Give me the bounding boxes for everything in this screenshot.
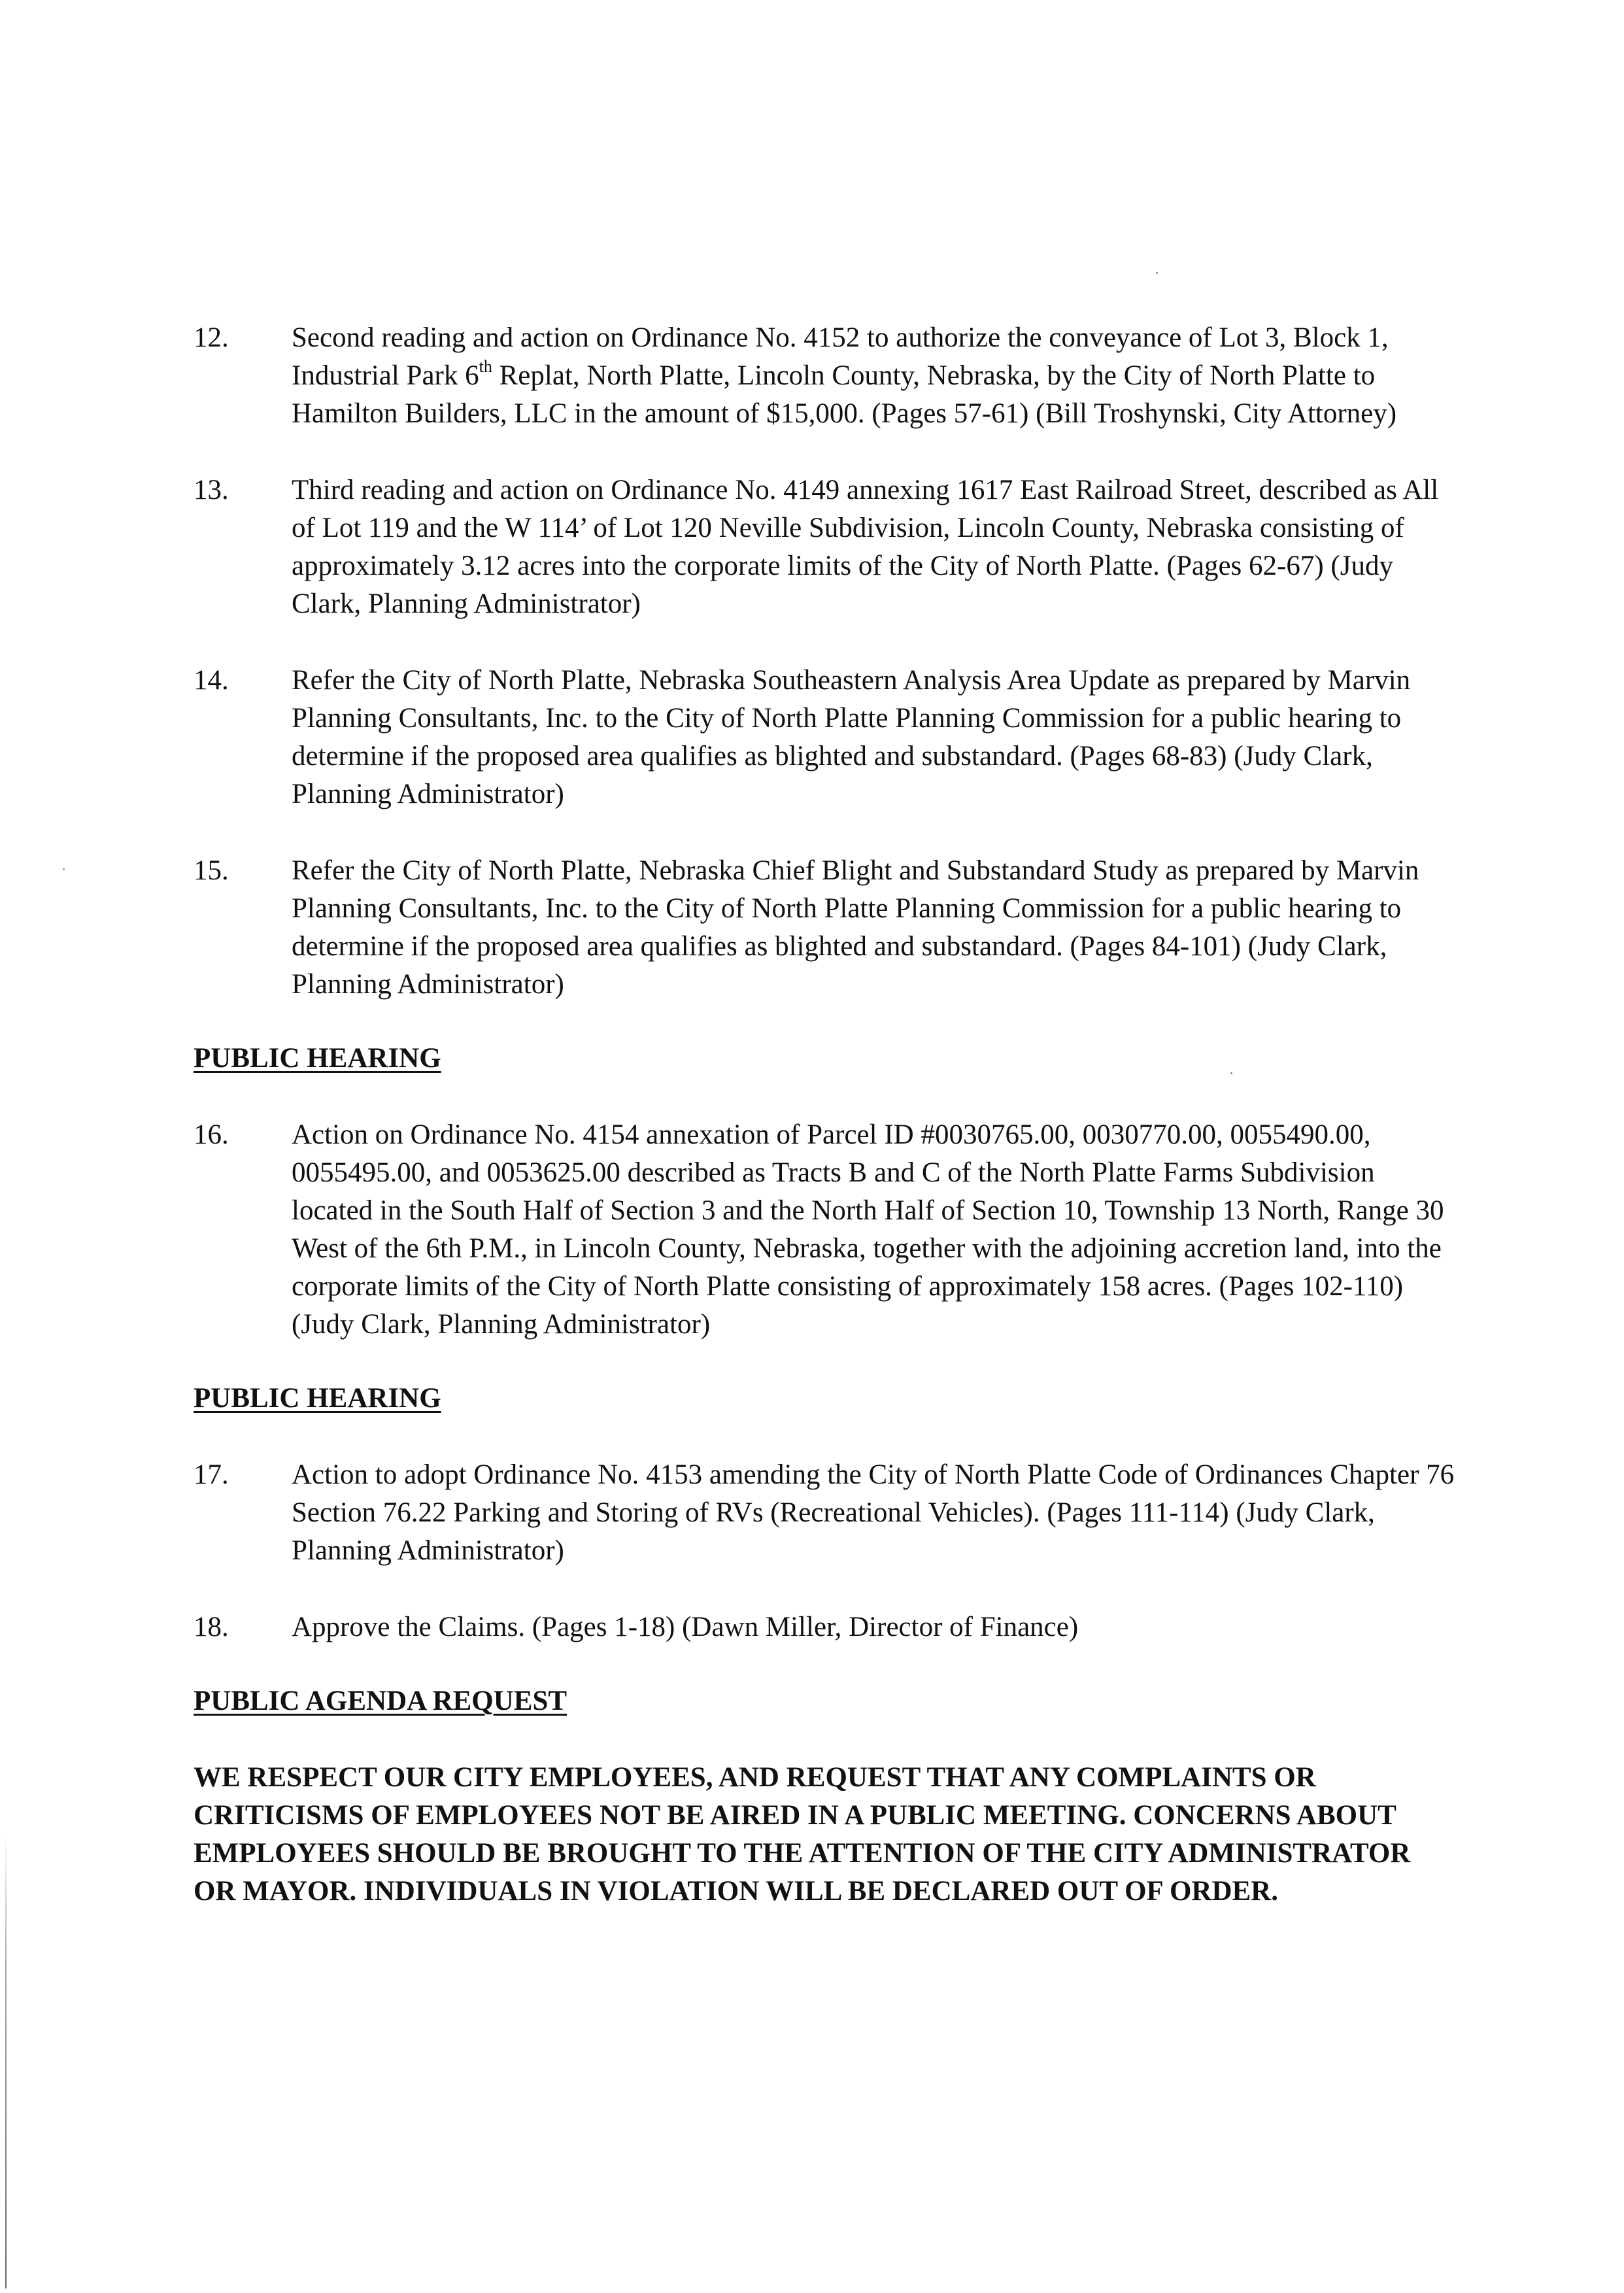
agenda-content: [194, 319, 1455, 1911]
item-number: 12.: [194, 322, 229, 353]
ordinal-superscript: th: [479, 356, 492, 376]
section-heading-public-hearing: PUBLIC HEARING: [194, 1383, 441, 1414]
agenda-item-17: [194, 1456, 1455, 1570]
item-text: Action on Ordinance No. 4154 annexation of Parcel ID #0030765.00, 0030770.00, 0055490.00, 0055495.00, and 0053625.00 described as Tracts B and C of the North Platte Farms Subdivision located in the South Half of Section 3 and the North Half of Section 10, Township 13 North, Range 30 West of the 6th P.M., in Lincoln County, Nebraska, together with the adjoining accretion land, into the corporate limits of the City of North Platte consisting of approximately 158 acres. (Pages 102-110) (Judy Clark, Planning Administrator): [292, 1119, 1444, 1340]
agenda-item-16: [194, 1116, 1455, 1344]
scan-edge-line: [5, 1831, 7, 2288]
item-number: 13.: [194, 475, 229, 505]
item-text-part: Replat, North Platte, Lincoln County, Nebraska, by the City of North Platte to Hamilton Builders, LLC in the amount of $15,000. (Pages 57-61) (Bill Troshynski, City Attorney): [292, 360, 1397, 429]
section-heading-public-hearing: PUBLIC HEARING: [194, 1043, 441, 1074]
item-text: Third reading and action on Ordinance No. 4149 annexing 1617 East Railroad Street, described as All of Lot 119 and the W 114’ of Lot 120 Neville Subdivision, Lincoln County, Nebraska consisting of approximately 3.12 acres into the corporate limits of the City of North Platte. (Pages 62-67) (Judy Clark, Planning Administrator): [292, 475, 1439, 619]
agenda-item-18: [194, 1608, 1455, 1646]
item-text: [292, 319, 1455, 433]
agenda-item-13: [194, 471, 1455, 623]
agenda-item-15: [194, 852, 1455, 1004]
item-number: 17.: [194, 1459, 229, 1490]
item-text: Approve the Claims. (Pages 1-18) (Dawn Miller, Director of Finance): [292, 1612, 1079, 1642]
section-heading-public-agenda-request: PUBLIC AGENDA REQUEST: [194, 1686, 567, 1716]
item-number: 16.: [194, 1119, 229, 1150]
item-number: 18.: [194, 1612, 229, 1642]
item-text: Action to adopt Ordinance No. 4153 amending the City of North Platte Code of Ordinances Chapter 76 Section 76.22 Parking and Storing of RVs (Recreational Vehicles). (Pages 111-114) (Judy Clark, Planning Administrator): [292, 1459, 1455, 1566]
agenda-item-14: [194, 662, 1455, 813]
item-text: Refer the City of North Platte, Nebraska Chief Blight and Substandard Study as prepared by Marvin Planning Consultants, Inc. to the City of North Platte Planning Commission for a public hearing to determine if the proposed area qualifies as blighted and substandard. (Pages 84-101) (Judy Clark, Planning Administrator): [292, 855, 1419, 1000]
item-number: 14.: [194, 665, 229, 696]
scan-speck: [1230, 1072, 1232, 1074]
item-text: Refer the City of North Platte, Nebraska Southeastern Analysis Area Update as prepared by Marvin Planning Consultants, Inc. to the City of North Platte Planning Commission for a public hearing to determine if the proposed area qualifies as blighted and substandard. (Pages 68-83) (Judy Clark, Planning Administrator): [292, 665, 1411, 809]
conduct-notice: WE RESPECT OUR CITY EMPLOYEES, AND REQUEST THAT ANY COMPLAINTS OR CRITICISMS OF EMPLOYEES NOT BE AIRED IN A PUBLIC MEETING. CONCERNS ABOUT EMPLOYEES SHOULD BE BROUGHT TO THE ATTENTION OF THE CITY ADMINISTRATOR OR MAYOR. INDIVIDUALS IN VIOLATION WILL BE DECLARED OUT OF ORDER.: [194, 1762, 1411, 1907]
item-text-part: Second reading and action on Ordinance No. 4152 to authorize the conveyance of Lot 3, Block 1, Industrial Park 6: [292, 322, 1389, 391]
scan-speck: [63, 868, 65, 870]
agenda-item-12: [194, 319, 1455, 433]
scan-speck: [1156, 272, 1158, 274]
item-number: 15.: [194, 855, 229, 886]
